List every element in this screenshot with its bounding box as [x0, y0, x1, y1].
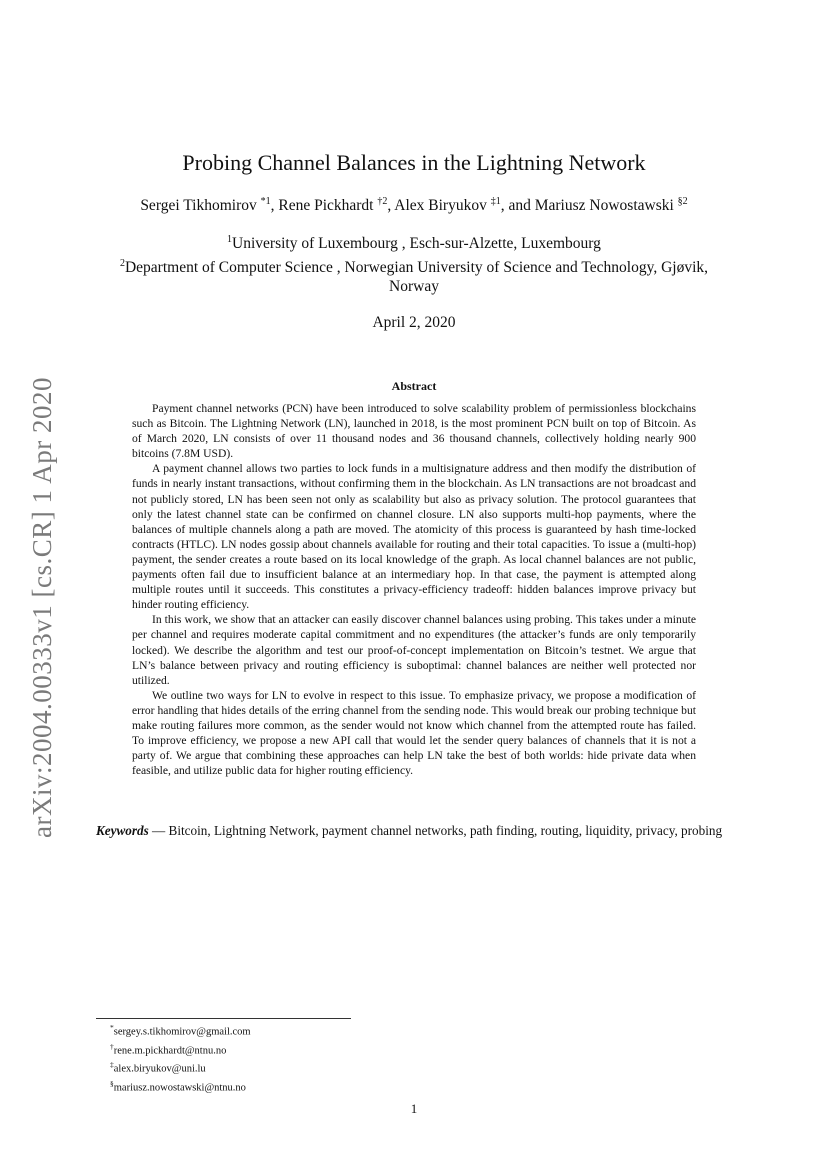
keywords-dash: —	[148, 823, 169, 838]
abstract-paragraph: We outline two ways for LN to evolve in respect to this issue. To emphasize privacy, we propose a modification of error handling that hides details of the erring channel from the sending node. This would break our probing technique but make routing failures more common, as the sender would not know which channel from the attempted route has failed. To improve efficiency, we propose a new API call that would let the sender query balances of channels that it is not a party of. We argue that combining these approaches can help LN take the best of both worlds: hide private data when feasible, and utilize public data for higher routing efficiency.	[132, 688, 696, 778]
keywords-text: Bitcoin, Lightning Network, payment channel networks, path finding, routing, liquidity, privacy, probing	[168, 823, 723, 838]
affiliation-text: Department of Computer Science , Norwegian University of Science and Technology, Gjøvik, Norway	[124, 258, 709, 296]
arxiv-stamp-text: arXiv:2004.00333v1 [cs.CR] 1 Apr 2020	[26, 377, 57, 838]
abstract-paragraph: A payment channel allows two parties to lock funds in a multisignature address and then modify the distribution of funds in nearly instant transactions, without confirming them in the blockchain. As LN transactions are not broadcast and not publicly stored, LN has been seen not only as scalability but also as privacy solution. The protocol guarantees that only the latest channel state can be confirmed on channel closure. LN also supports multi-hop payments, where the balances of multiple channels along a path are moved. The atomicity of this process is guaranteed by hash time-locked contracts (HTLC). LN nodes gossip about channels available for routing and their total capacities. To issue a (multi-hop) payment, the sender creates a route based on its local knowledge of the graph. As local channel balances are not public, payments often fail due to insufficient balance at an intermediary hop. In that case, the payment is attempted along multiple routes until it succeeds. This constitutes a privacy-efficiency tradeoff: hidden balances improve privacy but hinder routing efficiency.	[132, 462, 696, 612]
affiliation	[95, 230, 733, 254]
keywords	[96, 822, 732, 840]
arxiv-stamp	[18, 370, 66, 845]
footnote-mark: †	[110, 1041, 114, 1051]
footnote-mark: ‡	[110, 1060, 114, 1069]
affiliations	[95, 230, 733, 297]
affiliation-mark: 2	[119, 257, 125, 269]
footnotes	[110, 1021, 510, 1095]
footnote-email: mariusz.nowostawski@ntnu.no	[113, 1082, 246, 1093]
paper-title: Probing Channel Balances in the Lightning Network	[182, 150, 646, 175]
affiliation	[95, 254, 733, 297]
footnote	[110, 1040, 510, 1059]
author-mark: §2	[677, 196, 688, 207]
author-mark: †2	[377, 196, 388, 207]
author-name: Rene Pickhardt	[278, 197, 374, 215]
author-list: Sergei Tikhomirov $^{*1}$, Rene Pickhardt $^{\dagger 2}$, Alex Biryukov $^{\ddagger 1}$, and Mariusz Nowostawski $^{\S 2}$	[140, 196, 688, 215]
footnote-email: sergey.s.tikhomirov@gmail.com	[113, 1026, 251, 1038]
abstract-body	[132, 401, 696, 778]
footnote	[110, 1021, 510, 1040]
abstract-paragraph: In this work, we show that an attacker can easily discover channel balances using probing. This takes under a minute per channel and requires moderate capital commitment and no expenditures (the attacker’s funds are only temporarily locked). We describe the algorithm and test our proof-of-concept implementation on Bitcoin’s testnet. We argue that LN’s balance between privacy and routing efficiency is suboptimal: channel balances are neither well protected nor utilized.	[132, 613, 696, 687]
footnote	[110, 1058, 510, 1077]
author-mark: *1	[260, 196, 271, 207]
footnote-email: alex.biryukov@uni.lu	[113, 1063, 206, 1075]
keywords-label: Keywords	[96, 823, 149, 838]
footnote	[110, 1077, 510, 1096]
author-mark: ‡1	[490, 196, 501, 207]
author-name: Mariusz Nowostawski	[534, 197, 674, 215]
footnote-rule	[96, 1018, 351, 1019]
affiliation-text: University of Luxembourg , Esch-sur-Alzette, Luxembourg	[232, 235, 601, 253]
page-number: 1	[410, 1101, 418, 1116]
footnote-mark: *	[110, 1023, 114, 1032]
author-name: Alex Biryukov	[394, 197, 487, 215]
affiliation-mark: 1	[227, 234, 233, 245]
footnote-mark: §	[110, 1078, 114, 1088]
author-name: Sergei Tikhomirov	[140, 197, 257, 215]
abstract-paragraph: Payment channel networks (PCN) have been introduced to solve scalability problem of permissionless blockchains such as Bitcoin. The Lightning Network (LN), launched in 2018, is the most prominent PCN built on top of Bitcoin. As of March 2020, LN consists of over 11 thousand nodes and 36 thousand channels, collectively holding nearly 900 bitcoins (7.8M USD).	[132, 402, 696, 461]
footnote-email: rene.m.pickhardt@ntnu.no	[113, 1045, 227, 1056]
paper-date: April 2, 2020	[372, 314, 456, 331]
abstract-heading: Abstract	[391, 379, 437, 393]
